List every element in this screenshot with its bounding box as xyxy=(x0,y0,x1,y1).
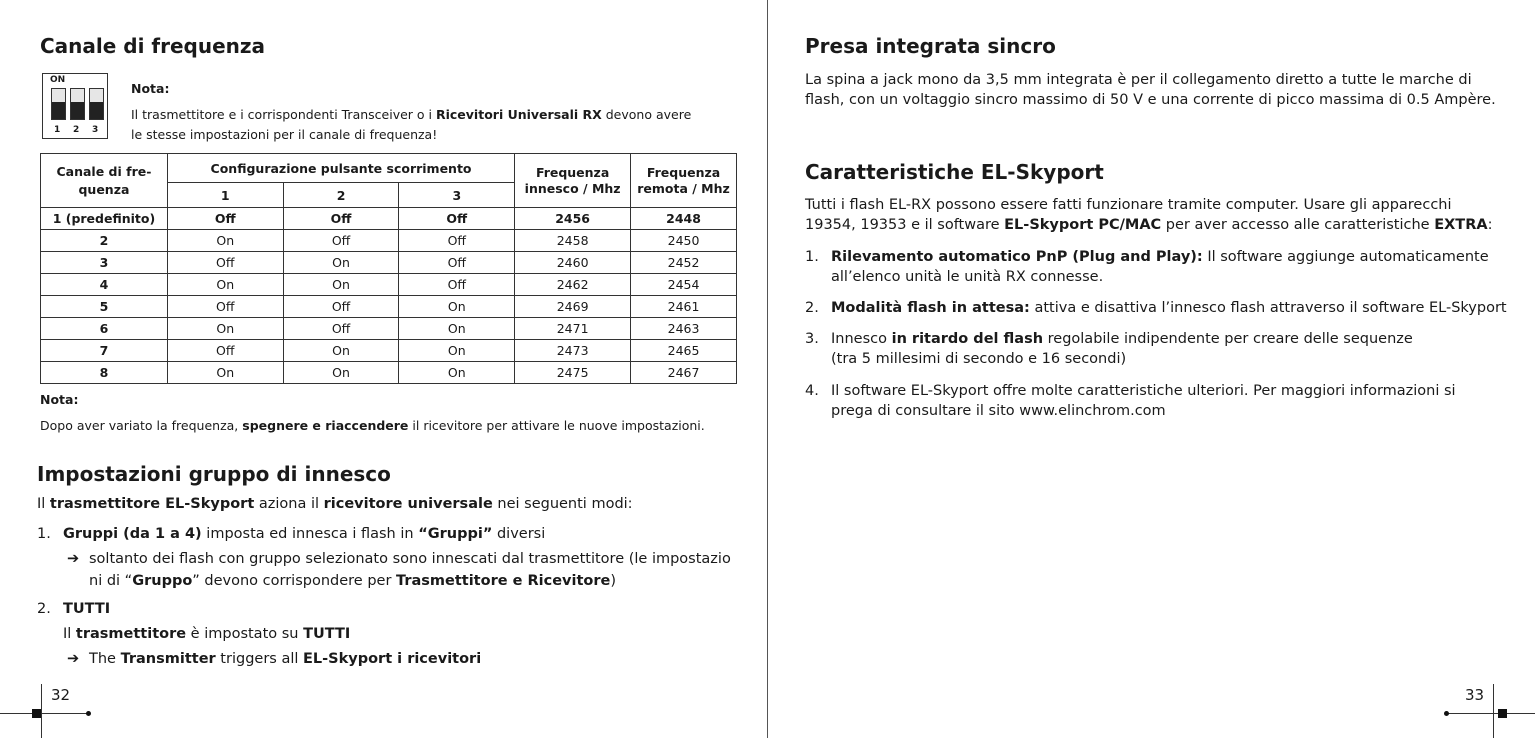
feature-item-1: 1. Rilevamento automatico PnP (Plug and Play): Il software aggiunge automaticamente xyxy=(805,249,1489,265)
table-cell: 2450 xyxy=(631,230,737,252)
table-cell: 2465 xyxy=(631,340,737,362)
table-cell: On xyxy=(399,296,515,318)
arrow-icon: ➔ xyxy=(67,651,80,667)
table-cell: Off xyxy=(167,252,283,274)
crop-mark-horizontal xyxy=(0,713,90,714)
note2-title: Nota: xyxy=(40,392,79,407)
table-cell: Off xyxy=(399,230,515,252)
crop-mark-dot xyxy=(86,711,91,716)
table-row xyxy=(41,340,737,362)
feature-item-3-line-2: (tra 5 millesimi di secondo e 16 secondi) xyxy=(831,351,1127,367)
header-switch-2: 2 xyxy=(283,183,399,208)
table-cell: 2462 xyxy=(515,274,631,296)
table-cell: On xyxy=(167,274,283,296)
dip-switch-3 xyxy=(89,88,104,120)
table-cell: 2452 xyxy=(631,252,737,274)
table-cell: Off xyxy=(167,208,283,230)
table-cell: Off xyxy=(283,208,399,230)
table-cell: 2473 xyxy=(515,340,631,362)
group-item-2-sub: ➔ The Transmitter triggers all EL-Skyport i ricevitori xyxy=(67,648,481,670)
sync-line-1: La spina a jack mono da 3,5 mm integrata è per il collegamento diretto a tutte le marche di xyxy=(805,72,1472,88)
group-item-1-sub-line-1: ➔ soltanto dei flash con gruppo selezionato sono innescati dal trasmettitore (le impostazio xyxy=(67,548,731,570)
note-line-2: le stesse impostazioni per il canale di frequenza! xyxy=(131,127,438,142)
feature-item-4: 4. Il software EL-Skyport offre molte caratteristiche ulteriori. Per maggiori informazioni si xyxy=(805,383,1456,399)
table-cell: On xyxy=(283,340,399,362)
feature-item-4-line-2: prega di consultare il sito www.elinchrom.com xyxy=(831,403,1166,419)
table-cell: On xyxy=(399,340,515,362)
crop-mark-square xyxy=(32,709,41,718)
dip-label-3: 3 xyxy=(92,125,99,135)
table-cell: 2448 xyxy=(631,208,737,230)
left-page xyxy=(0,0,767,738)
table-cell: Off xyxy=(167,340,283,362)
table-cell: 2467 xyxy=(631,362,737,384)
table-cell: 2 xyxy=(41,230,168,252)
table-cell: 1 (predefinito) xyxy=(41,208,168,230)
crop-mark-vertical xyxy=(1493,684,1494,738)
table-cell: Off xyxy=(399,274,515,296)
table-cell: 2471 xyxy=(515,318,631,340)
crop-mark-horizontal xyxy=(1445,713,1535,714)
dip-label-1: 1 xyxy=(54,125,61,135)
sync-line-2: flash, con un voltaggio sincro massimo di 50 V e una corrente di picco massima di 0.5 Ampère. xyxy=(805,92,1496,108)
crop-mark-vertical xyxy=(41,684,42,738)
table-cell: On xyxy=(399,362,515,384)
header-channel: Canale di fre-quenza xyxy=(41,154,168,208)
crop-mark-dot xyxy=(1444,711,1449,716)
table-cell: Off xyxy=(283,230,399,252)
table-cell: On xyxy=(167,230,283,252)
table-cell: 5 xyxy=(41,296,168,318)
table-cell: 3 xyxy=(41,252,168,274)
dip-switch-diagram xyxy=(42,73,108,139)
right-page xyxy=(768,0,1535,738)
dip-switch-1 xyxy=(51,88,66,120)
table-cell: On xyxy=(167,318,283,340)
table-cell: On xyxy=(283,362,399,384)
table-row xyxy=(41,274,737,296)
page-number-right: 33 xyxy=(1465,686,1485,704)
feature-item-2: 2. Modalità flash in attesa: attiva e disattiva l’innesco flash attraverso il software EL-Skyport xyxy=(805,300,1507,316)
dip-switch-2 xyxy=(70,88,85,120)
table-cell: 6 xyxy=(41,318,168,340)
section-title-frequency: Canale di frequenza xyxy=(40,34,266,58)
header-trigger: Frequenza innesco / Mhz xyxy=(515,154,631,208)
page-number-left: 32 xyxy=(51,686,71,704)
table-cell: 2460 xyxy=(515,252,631,274)
table-cell: 2458 xyxy=(515,230,631,252)
header-remote: Frequenza remota / Mhz xyxy=(631,154,737,208)
table-cell: 2456 xyxy=(515,208,631,230)
section-title-features: Caratteristiche EL-Skyport xyxy=(805,160,1104,184)
table-cell: 4 xyxy=(41,274,168,296)
group-item-2: 2. TUTTI xyxy=(37,601,111,617)
section-title-sync: Presa integrata sincro xyxy=(805,34,1056,58)
arrow-icon: ➔ xyxy=(67,551,80,567)
feature-item-3: 3. Innesco in ritardo del flash regolabile indipendente per creare delle sequenze xyxy=(805,331,1413,347)
table-cell: 7 xyxy=(41,340,168,362)
table-row xyxy=(41,252,737,274)
table-cell: Off xyxy=(283,318,399,340)
table-cell: 2475 xyxy=(515,362,631,384)
table-cell: 8 xyxy=(41,362,168,384)
header-switch-3: 3 xyxy=(399,183,515,208)
table-cell: On xyxy=(283,274,399,296)
table-row xyxy=(41,208,737,230)
header-config: Configurazione pulsante scorrimento xyxy=(167,154,514,183)
section-title-group-trigger: Impostazioni gruppo di innesco xyxy=(37,462,391,486)
frequency-table-body xyxy=(41,208,737,384)
features-intro-line-2: 19354, 19353 e il software EL-Skyport PC/MAC per aver accesso alle caratteristiche EXTRA: xyxy=(805,217,1493,233)
header-switch-1: 1 xyxy=(167,183,283,208)
feature-item-1-line-2: all’elenco unità le unità RX connesse. xyxy=(831,269,1104,285)
group-item-1: 1. Gruppi (da 1 a 4) imposta ed innesca i flash in “Gruppi” diversi xyxy=(37,526,546,542)
group-item-2-line: Il trasmettitore è impostato su TUTTI xyxy=(63,626,351,642)
frequency-table xyxy=(40,153,737,384)
table-cell: Off xyxy=(167,296,283,318)
group-item-1-sub-line-2: ni di “Gruppo” devono corrispondere per Trasmettitore e Ricevitore) xyxy=(89,573,617,589)
features-intro-line-1: Tutti i flash EL-RX possono essere fatti funzionare tramite computer. Usare gli apparecchi xyxy=(805,197,1452,213)
table-cell: 2454 xyxy=(631,274,737,296)
table-row xyxy=(41,230,737,252)
table-row xyxy=(41,296,737,318)
table-cell: On xyxy=(283,252,399,274)
note2-text: Dopo aver variato la frequenza, spegnere e riaccendere il ricevitore per attivare le nuove impostazioni. xyxy=(40,418,705,433)
note-title: Nota: xyxy=(131,81,170,96)
dip-on-label: ON xyxy=(50,75,66,85)
table-cell: 2469 xyxy=(515,296,631,318)
crop-mark-square xyxy=(1498,709,1507,718)
table-cell: Off xyxy=(283,296,399,318)
table-cell: On xyxy=(399,318,515,340)
table-cell: 2463 xyxy=(631,318,737,340)
table-cell: Off xyxy=(399,208,515,230)
group-intro: Il trasmettitore EL-Skyport aziona il ricevitore universale nei seguenti modi: xyxy=(37,496,633,512)
table-row xyxy=(41,318,737,340)
table-cell: 2461 xyxy=(631,296,737,318)
table-cell: On xyxy=(167,362,283,384)
table-row xyxy=(41,362,737,384)
dip-label-2: 2 xyxy=(73,125,80,135)
table-cell: Off xyxy=(399,252,515,274)
note-line-1: Il trasmettitore e i corrispondenti Transceiver o i Ricevitori Universali RX devono avere xyxy=(131,107,692,122)
